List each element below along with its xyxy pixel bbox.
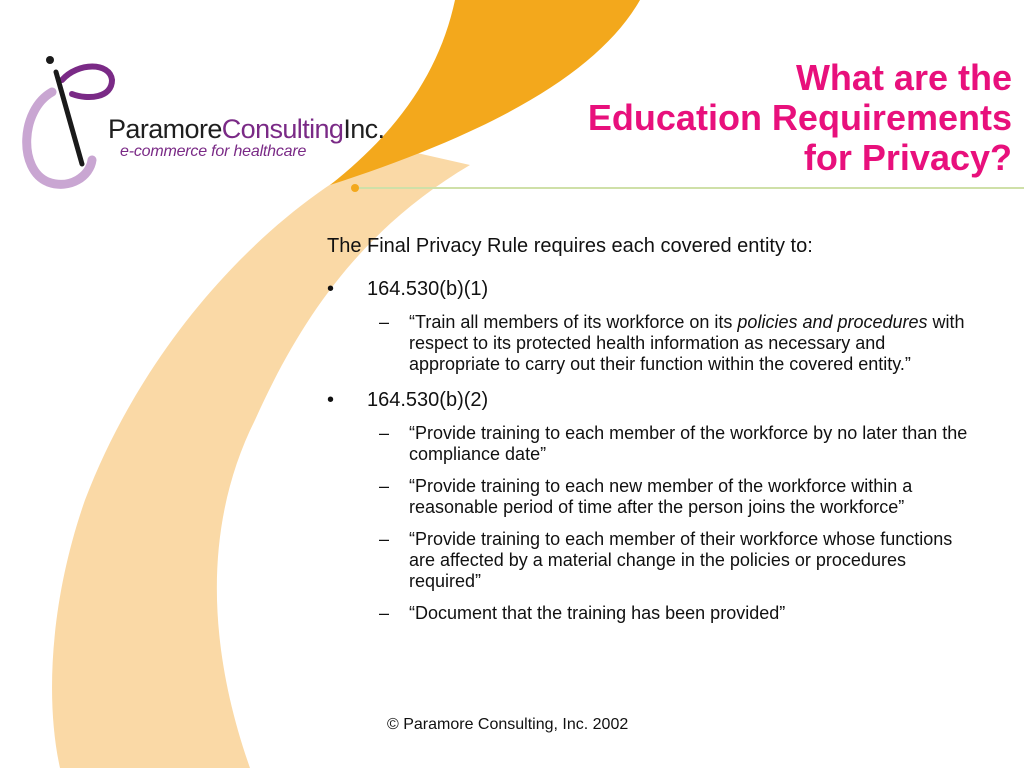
title-line: What are the (795, 57, 1012, 98)
bullet-icon: • (327, 278, 335, 300)
paramore-logo-mark (27, 56, 112, 184)
sub-item-emphasis: policies and procedures (737, 312, 928, 332)
divider-dot (351, 184, 359, 192)
slide-title (492, 58, 1012, 178)
title-line: for Privacy? (803, 137, 1012, 178)
dash-icon: – (379, 529, 390, 549)
sub-item (379, 423, 969, 465)
sub-item-text: “Document that the training has been provided” (409, 603, 786, 623)
logo-word-paramore: Paramore (108, 114, 222, 144)
bullet-label: 164.530(b)(2) (367, 389, 489, 411)
sub-item-text-end: with respect to its protected health information as necessary and appropriate to carry out their function within the covered entity.” (409, 312, 965, 374)
bullet-icon: • (327, 389, 335, 411)
dash-icon: – (379, 423, 390, 443)
title-line: Education Requirements (587, 97, 1012, 138)
logo-word-consulting: Consulting (221, 114, 344, 144)
logo-word-inc: Inc. (343, 114, 385, 144)
copyright-footer: © Paramore Consulting, Inc. 2002 (387, 716, 629, 733)
dash-icon: – (379, 312, 390, 332)
bullet-label: 164.530(b)(1) (367, 278, 489, 300)
sub-item (379, 603, 969, 624)
sub-item (379, 529, 969, 592)
dash-icon: – (379, 476, 390, 496)
sub-list (327, 423, 987, 624)
company-logo-wordmark (108, 116, 384, 143)
slide-body (327, 232, 987, 636)
logo-tagline: e-commerce for healthcare (120, 143, 307, 160)
sub-item-text-start: “Train all members of its workforce on its (409, 312, 738, 332)
sub-item-text: “Provide training to each member of the workforce by no later than the compliance date” (409, 423, 968, 464)
sub-item-text: “Provide training to each member of their workforce whose functions are affected by a material change in the policies or procedures required” (409, 529, 953, 591)
sub-item (379, 312, 969, 375)
bullet-item (327, 276, 987, 302)
sub-item (379, 476, 969, 518)
dash-icon: – (379, 603, 390, 623)
bullet-item (327, 387, 987, 413)
sub-item-text: “Provide training to each new member of the workforce within a reasonable period of time after the person joins the workforce” (409, 476, 913, 517)
intro-text: The Final Privacy Rule requires each covered entity to: (327, 235, 813, 257)
sub-list (327, 312, 987, 375)
